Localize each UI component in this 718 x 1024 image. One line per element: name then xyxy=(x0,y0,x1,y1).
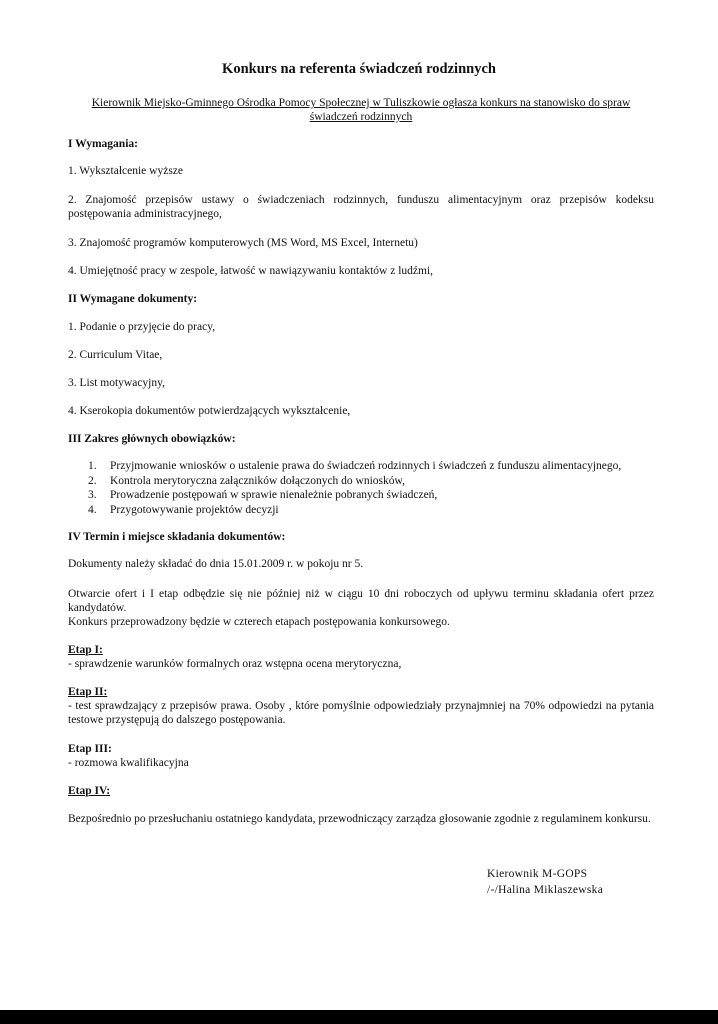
opening-paragraph: Otwarcie ofert i I etap odbędzie się nie później niż w ciągu 10 dni roboczych od upływu terminu składania ofert przez kandydatów. xyxy=(68,588,654,614)
stage-label: Etap IV: xyxy=(68,785,111,797)
requirement-item: 3. Znajomość programów komputerowych (MS Word, MS Excel, Internetu) xyxy=(68,237,418,249)
duty-text: Przyjmowanie wniosków o ustalenie prawa do świadczeń rodzinnych i świadczeń z funduszu alimentacyjnego, xyxy=(110,460,622,472)
deadline-paragraph: Dokumenty należy składać do dnia 15.01.2009 r. w pokoju nr 5. xyxy=(68,558,364,570)
duty-number: 2. xyxy=(88,474,97,487)
signature-block xyxy=(487,866,603,898)
section-documents-heading: II Wymagane dokumenty: xyxy=(68,293,198,305)
duty-text: Prowadzenie postępowań w sprawie nienależnie pobranych świadczeń, xyxy=(110,489,438,501)
stage-text: Bezpośrednio po przesłuchaniu ostatniego kandydata, przewodniczący zarządza głosowanie zgodnie z regulaminem konkursu. xyxy=(68,813,651,825)
document-item: 2. Curriculum Vitae, xyxy=(68,349,163,361)
duty-number: 1. xyxy=(88,460,97,472)
stage-label: Etap III: xyxy=(68,743,112,755)
section-duties-heading: III Zakres głównych obowiązków: xyxy=(68,433,236,445)
duty-number: 3. xyxy=(88,489,97,501)
stage-label: Etap II: xyxy=(68,686,108,698)
document-item: 1. Podanie o przyjęcie do pracy, xyxy=(68,321,216,333)
requirement-item: 4. Umiejętność pracy w zespole, łatwość w nawiązywaniu kontaktów z ludźmi, xyxy=(68,265,434,277)
stage-label: Etap I: xyxy=(68,644,103,656)
stage-text: - test sprawdzający z przepisów prawa. Osoby , które pomyślnie odpowiedziały przynajmniej na 70% odpowiedzi na pytania testowe przystępują do dalszego postępowania. xyxy=(68,700,654,726)
page-title: Konkurs na referenta świadczeń rodzinnych xyxy=(222,61,496,77)
section-deadline-heading: IV Termin i miejsce składania dokumentów: xyxy=(68,531,286,543)
document-item: 3. List motywacyjny, xyxy=(68,377,165,389)
stages-paragraph: Konkurs przeprowadzony będzie w czterech etapach postępowania konkursowego. xyxy=(68,616,450,628)
scan-bottom-border xyxy=(0,1010,718,1024)
duty-text: Kontrola merytoryczna załączników dołączonych do wniosków, xyxy=(110,474,405,487)
requirement-item: 2. Znajomość przepisów ustawy o świadczeniach rodzinnych, funduszu alimentacyjnym oraz przepisów kodeksu postępowania administracyjnego, xyxy=(68,194,654,220)
section-requirements-heading: I Wymagania: xyxy=(68,138,138,150)
document-item: 4. Kserokopia dokumentów potwierdzających wykształcenie, xyxy=(68,405,351,417)
duty-item xyxy=(88,488,658,503)
duty-item xyxy=(88,503,658,518)
duty-item xyxy=(88,474,658,489)
stage-text: - sprawdzenie warunków formalnych oraz wstępna ocena merytoryczna, xyxy=(68,658,402,670)
intro-paragraph: Kierownik Miejsko-Gminnego Ośrodka Pomocy Społecznej w Tuliszkowie ogłasza konkurs na stanowisko do spraw świadczeń rodzinnych xyxy=(91,97,631,123)
duty-text: Przygotowywanie projektów decyzji xyxy=(110,503,279,516)
duty-number: 4. xyxy=(88,503,97,516)
stage-text: - rozmowa kwalifikacyjna xyxy=(68,757,189,769)
requirement-item: 1. Wykształcenie wyższe xyxy=(68,165,184,177)
duty-item xyxy=(88,459,658,474)
signature-title: Kierownik M-GOPS xyxy=(487,868,588,880)
signature-name: /-/Halina Miklaszewska xyxy=(487,884,604,896)
duties-list xyxy=(88,459,658,517)
